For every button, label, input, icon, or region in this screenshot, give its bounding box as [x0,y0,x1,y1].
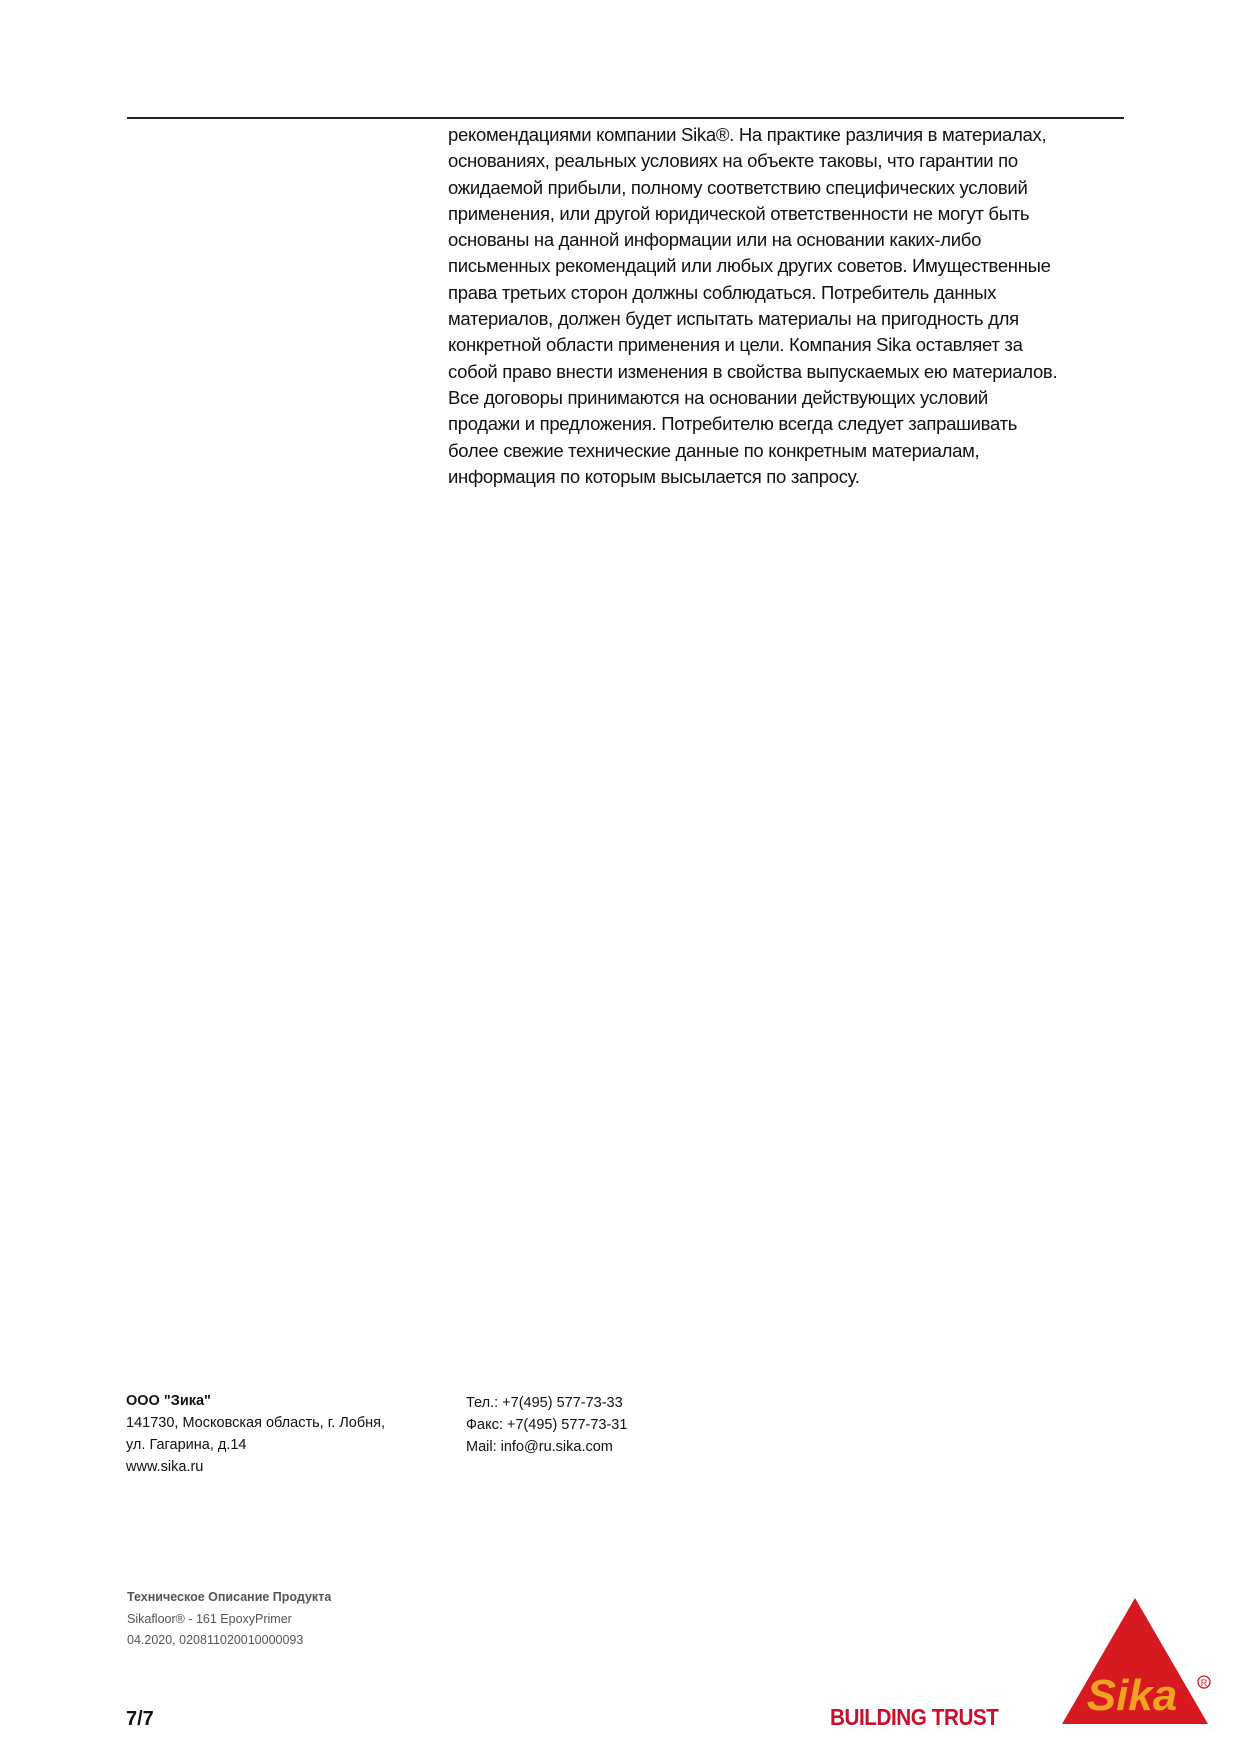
text-line: информация по которым высылается по запросу. [448,465,860,487]
text-line: собой право внести изменения в свойства выпускаемых ею материалов. [448,360,1058,382]
address-line-1: 141730, Московская область, г. Лобня, [126,1415,386,1431]
text-line: материалов, должен будет испытать материалы на пригодность для [448,308,1019,330]
text-line: письменных рекомендаций или любых других советов. Имущественные [448,255,1051,277]
text-line: конкретной области применения и цели. Компания Sika оставляет за [448,334,1023,356]
text-line: основаны на данной информации или на основании каких-либо [448,229,982,251]
sika-logo [1062,1598,1212,1728]
product-name: Sikafloor® - 161 EpoxyPrimer [127,1611,292,1626]
text-line: продажи и предложения. Потребителю всегда следует запрашивать [448,413,1018,435]
text-line: Все договоры принимаются на основании действующих условий [448,386,988,408]
header-rule [127,117,1124,119]
text-line: более свежие технические данные по конкретным материалам, [448,439,980,461]
disclaimer-text [448,122,1128,490]
svg-text:R: R [1200,1678,1208,1688]
document-info [127,1587,331,1652]
text-line: права третьих сторон должны соблюдаться. Потребитель данных [448,281,997,303]
fax: Факс: +7(495) 577-73-31 [466,1417,628,1433]
document-type: Техническое Описание Продукта [127,1590,332,1604]
text-line: основаниях, реальных условиях на объекте таковы, что гарантии по [448,150,1018,172]
page-number: 7/7 [126,1708,154,1730]
phone: Тел.: +7(495) 577-73-33 [466,1395,623,1411]
website-link[interactable]: www.sika.ru [126,1459,204,1475]
company-name: ООО "Зика" [126,1393,211,1409]
text-line: рекомендациями компании Sika®. На практике различия в материалах, [448,124,1047,145]
logo-wordmark: Sika [1086,1671,1178,1720]
text-line: ожидаемой прибыли, полному соответствию специфических условий [448,176,1028,198]
slogan: BUILDING TRUST [830,1704,999,1730]
document-reference: 04.2020, 020811020010000093 [127,1633,304,1647]
company-address [126,1390,385,1478]
email-link[interactable]: Mail: info@ru.sika.com [466,1439,613,1455]
text-line: применения, или другой юридической ответственности не могут быть [448,202,1030,224]
address-line-2: ул. Гагарина, д.14 [126,1437,247,1453]
company-contacts [466,1392,627,1458]
